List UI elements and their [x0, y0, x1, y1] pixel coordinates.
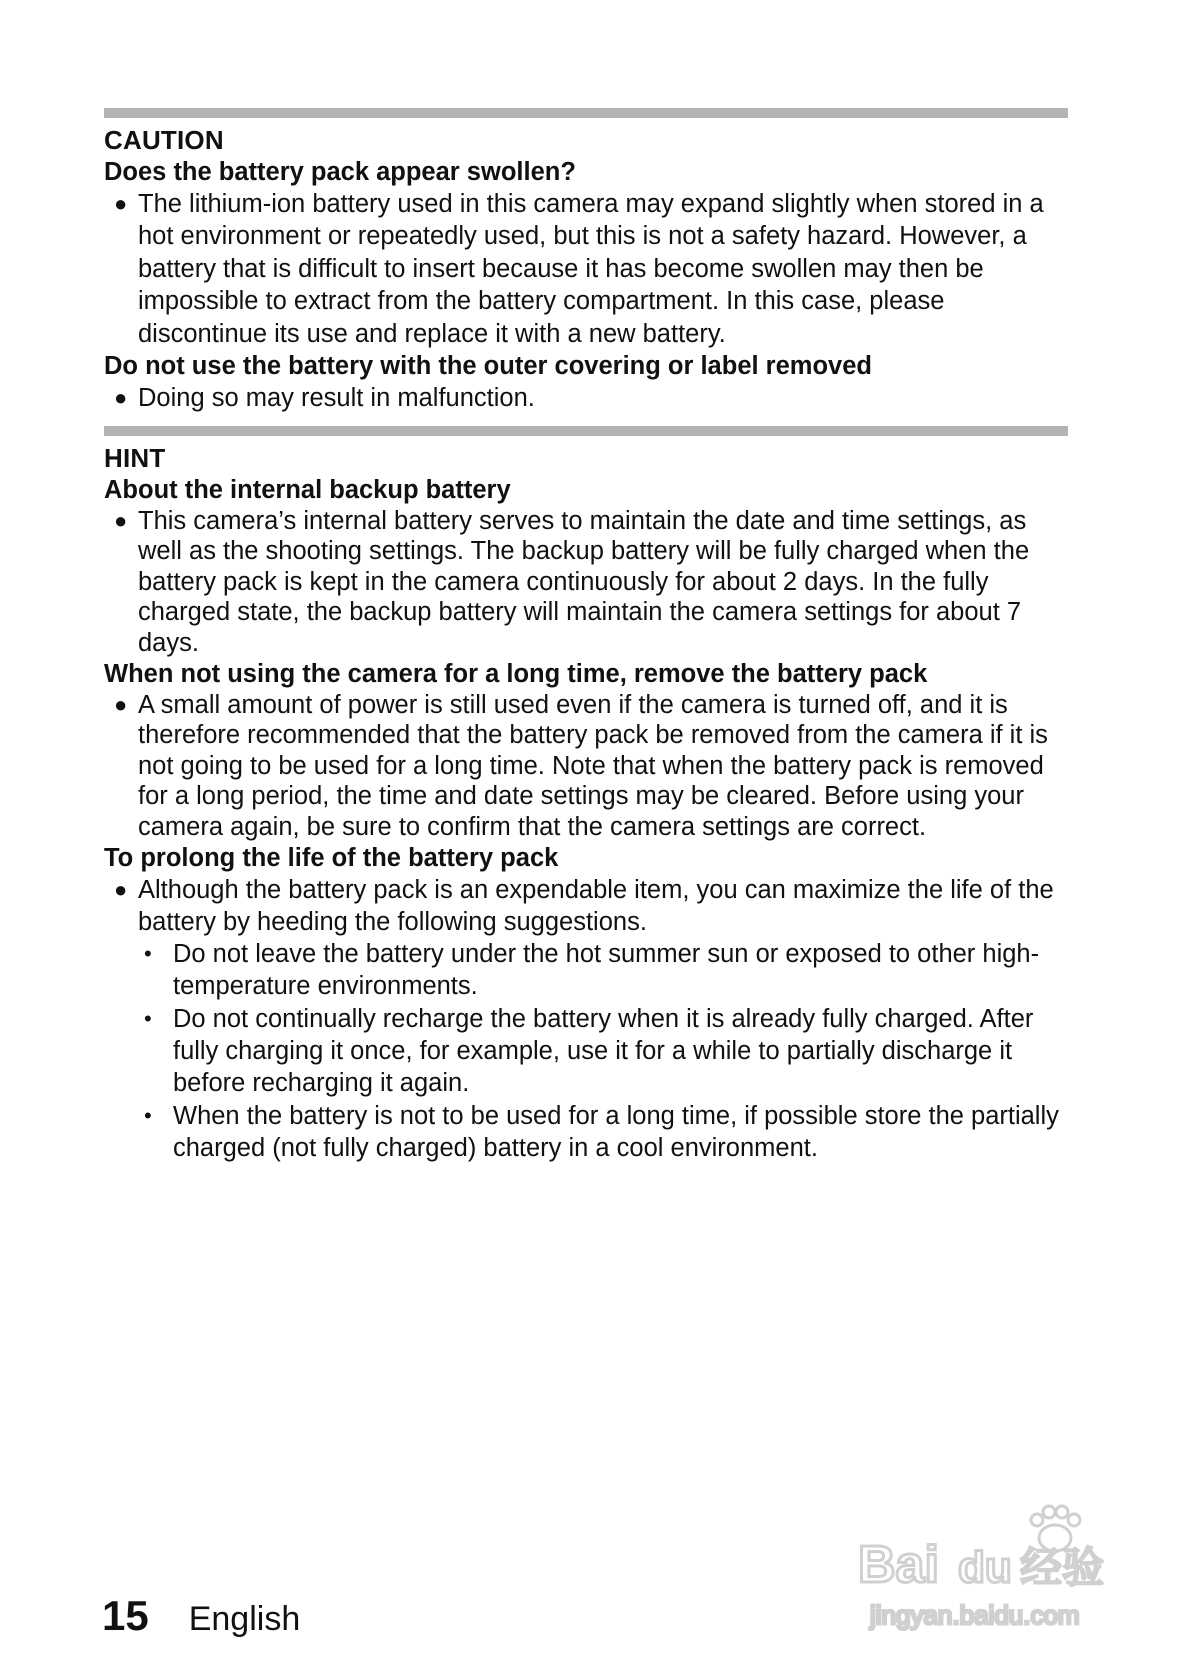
hint-heading-prolong: To prolong the life of the battery pack: [104, 844, 559, 873]
sub-item: [104, 1003, 1068, 1100]
bullet-text: The lithium-ion battery used in this camera may expand slightly when stored in a hot environment or repeatedly used, but this is not a safety hazard. However, a battery that is difficult to insert because it has become swollen may then be impossible to extract from the battery compartment. In this case, please discontinue its use and replace it with a new battery.: [138, 190, 1044, 348]
hint-heading-remove: When not using the camera for a long time, remove the battery pack: [104, 660, 928, 689]
caution-heading-swollen: Does the battery pack appear swollen?: [104, 158, 576, 186]
bullet-text: Although the battery pack is an expendable item, you can maximize the life of the battery by heeding the following suggestions.: [138, 876, 1054, 937]
hint-title: HINT: [104, 443, 166, 473]
baidu-watermark-logo: [850, 1500, 1130, 1640]
hint-bullet-prolong: [104, 874, 1068, 938]
hint-heading-backup: About the internal backup battery: [104, 476, 511, 504]
caution-bullet-swollen: [104, 188, 1068, 350]
bullet-icon: ●: [114, 692, 128, 718]
svg-text:经验: 经验: [1020, 1543, 1105, 1592]
page-footer: [102, 1590, 300, 1642]
svg-text:jingyan.baidu.com: jingyan.baidu.com: [870, 1600, 1080, 1630]
sub-item: [104, 1100, 1068, 1165]
bullet-icon: ●: [114, 877, 128, 903]
sub-item-text: Do not continually recharge the battery when it is already fully charged. After fully charging it once, for example, use it for a while to partially discharge it before recharging it again.: [173, 1004, 1034, 1098]
sub-bullet-icon: •: [144, 1102, 152, 1128]
sub-item-text: When the battery is not to be used for a long time, if possible store the partially charged (not fully charged) battery in a cool environment.: [173, 1101, 1059, 1162]
caution-bullet-covering: [104, 382, 1068, 414]
caution-heading-covering: Do not use the battery with the outer covering or label removed: [104, 352, 872, 381]
page-language: English: [188, 1600, 301, 1638]
caution-title: CAUTION: [104, 125, 224, 155]
hint-divider: [104, 426, 1068, 436]
page-number: 15: [102, 1592, 149, 1639]
svg-text:du: du: [958, 1543, 1012, 1592]
bullet-text: This camera’s internal battery serves to maintain the date and time settings, as well as the shooting settings. The backup battery will be fully charged when the battery pack is kept in the camera continuously for about 2 days. In the fully charged state, the backup battery will maintain the camera settings for about 7 days.: [138, 507, 1030, 657]
hint-bullet-backup: [104, 506, 1068, 658]
sub-bullet-icon: •: [144, 1005, 152, 1031]
bullet-icon: ●: [114, 191, 128, 216]
caution-section: [104, 108, 1068, 414]
bullet-icon: ●: [114, 385, 128, 411]
sub-item: [104, 938, 1068, 1003]
hint-section: [104, 426, 1068, 1164]
sub-item-text: Do not leave the battery under the hot summer sun or exposed to other high-temperature environments.: [173, 940, 1040, 1001]
caution-divider: [104, 108, 1068, 118]
svg-text:Bai: Bai: [858, 1536, 939, 1594]
hint-bullet-remove: [104, 690, 1068, 842]
bullet-text: A small amount of power is still used even if the camera is turned off, and it is therefore recommended that the battery pack be removed from the camera if it is not going to be used for a long time. Note that when the battery pack is removed for a long period, the time and date settings may be cleared. Before using your camera again, be sure to confirm that the camera settings are correct.: [138, 691, 1048, 841]
bullet-icon: ●: [114, 508, 128, 533]
sub-bullet-icon: •: [144, 941, 152, 967]
bullet-text: Doing so may result in malfunction.: [138, 384, 535, 413]
